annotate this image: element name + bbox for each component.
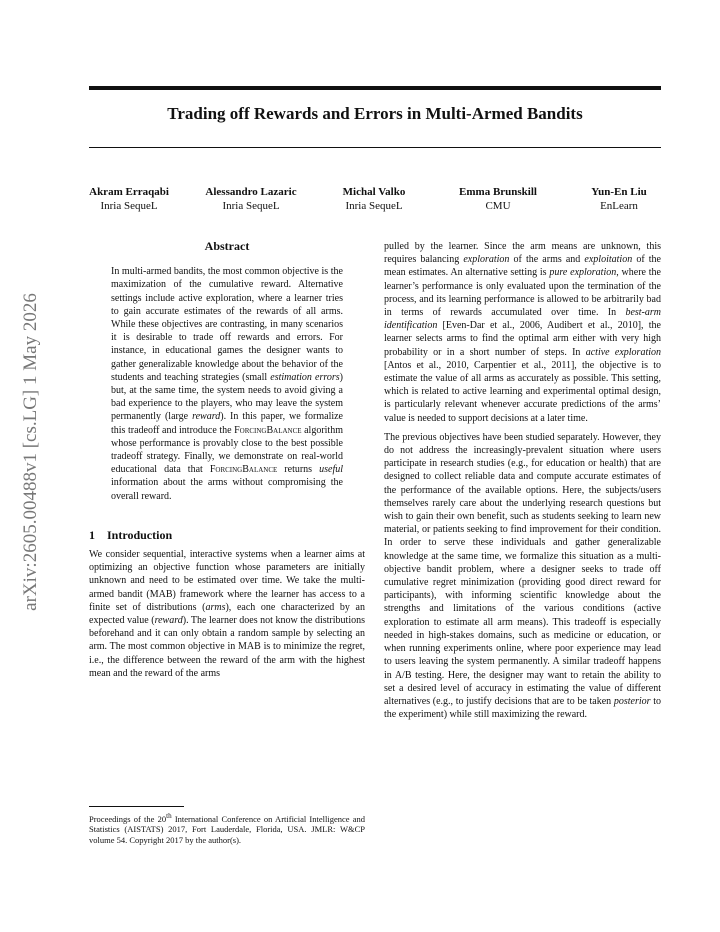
left-column	[89, 240, 365, 680]
author-block	[343, 185, 406, 213]
top-rule	[89, 86, 661, 90]
body-text: to the experiment) while still maximizing the reward.	[384, 695, 661, 721]
footnote-proceedings	[89, 811, 365, 846]
emphasis-text: arms	[205, 601, 226, 613]
body-text: of the arms and	[509, 254, 585, 266]
section-heading-introduction	[89, 529, 365, 542]
emphasis-text: exploitation	[584, 254, 633, 266]
author-block	[205, 185, 296, 213]
author-name: Emma Brunskill	[459, 186, 537, 198]
author-affiliation: CMU	[485, 200, 511, 212]
emphasis-text: best-arm identification	[384, 307, 661, 332]
superscript-text: th	[166, 812, 172, 820]
body-text: returns	[277, 464, 320, 476]
author-name: Akram Erraqabi	[89, 186, 169, 198]
author-affiliation: EnLearn	[600, 200, 638, 212]
body-text: of the mean estimates. An alternative setting is	[384, 254, 661, 279]
body-text: We consider sequential, interactive systems when a learner aims at optimizing an objective function whose parameters are initially unknown and need to be estimated over time. We take the multi-armed bandit (MAB) framework where the learner has access to a finite set of distributions (	[89, 549, 365, 613]
body-text: algorithm whose performance is provably close to the best possible tradeoff strategy. Finally, we demonstrate on real-world educational data that	[111, 424, 343, 476]
author-affiliation: Inria SequeL	[345, 200, 403, 212]
author-block	[459, 185, 537, 213]
arxiv-sidebar-stamp	[12, 262, 50, 642]
author-name: Alessandro Lazaric	[205, 186, 297, 198]
intro-paragraph-1-continued	[384, 240, 661, 425]
author-list	[72, 185, 672, 221]
body-text: International Conference on Artificial Intelligence and Statistics (AISTATS) 2017, Fort Lauderdale, Florida, USA. JMLR: W&CP volume 54. Copyright 2017 by the author(s).	[89, 813, 365, 846]
body-text: In multi-armed bandits, the most common objective is the maximization of the cumulative reward. Alternative settings include active exploration, where a learner tries to gain accurate estimates of the rewards of all arms. While these objectives are contrasting, in many scenarios it is desirable to trade off rewards and errors. For instance, in educational games the designer wants to gather generalizable knowledge about the behavior of the students and teaching strategies (small	[111, 266, 343, 383]
intro-paragraph-2	[384, 431, 661, 721]
emphasis-text: reward	[154, 615, 183, 627]
body-text: pulled by the learner. Since the arm means are unknown, this requires balancing	[384, 241, 661, 266]
body-text: [Antos et al., 2010, Carpentier et al., 2011], the objective is to estimate the value of all arms as accurately as possible. This setting, which is related to active learning and experimental optimal design, is particularly relevant whenever accurate predictions of the arms’ value is needed to support decisions at a later time.	[384, 359, 661, 424]
emphasis-text: useful	[319, 464, 343, 476]
abstract-heading: Abstract	[204, 239, 250, 253]
section-number: 1	[89, 527, 95, 542]
emphasis-text: pure exploration	[549, 267, 617, 279]
emphasis-text: exploration	[463, 254, 510, 266]
paper-title: Trading off Rewards and Errors in Multi-Armed Bandits	[167, 104, 583, 123]
footnote-rule	[89, 806, 184, 807]
section-title: Introduction	[107, 527, 173, 542]
author-block	[89, 185, 169, 213]
body-text: ). The learner does not know the distributions beforehand and it can only obtain a random sample by selecting an arm. The most common objective in MAB is to minimize the regret, i.e., the difference between the reward of the arm with the highest mean and the reward of the arms	[89, 615, 365, 679]
emphasis-text: active exploration	[585, 346, 661, 358]
body-text: ). In this paper, we formalize this tradeoff and introduce the	[111, 411, 343, 436]
body-text: information about the arms without compromising the overall reward.	[111, 477, 343, 502]
body-text: Proceedings of the 20	[89, 813, 167, 824]
body-text: ) but, at the same time, the system needs to avoid giving a bad experience to the players, who may leave the system permanently (large	[111, 371, 343, 423]
title-bottom-rule	[89, 147, 661, 148]
body-text: The previous objectives have been studied separately. However, they do not address the increasingly-prevalent situation where users participate in research studies (e.g., for education or health) that are designed to collect reliable data and compute accurate estimates of the performance of the available options. Here, the subjects/users themselves rarely care about the underlying research questions but wish to gain their own benefit, such as students seeking to learn new material, or patients seeking to find improvement for their condition. In order to serve these individuals and gather generalizable knowledge at the same time, we formalize this situation as a multi-objective bandit problem, where a designer seeks to trade off cumulative regret minimization (providing good direct reward for participants), with informing scientific knowledge about the strengths and limitations of the various conditions (active exploration to estimate all arm means). This tradeoff is especially needed in high-stakes domains, such as medicine or education, or when running experiments online, where poor experience may lead to users leaving the system permanently. A similar tradeoff happens in A/B testing. Here, the designer may want to retain the ability to set a desired level of accuracy in estimating the value of different alternatives (e.g., to justify decisions that are to be taken	[384, 431, 661, 707]
emphasis-text: estimation errors	[270, 371, 340, 383]
body-text: [Even-Dar et al., 2006, Audibert et al., 2010], the learner selects arms to find the optimal arm either with very high probability or in a short number of steps. In	[384, 320, 661, 358]
abstract-body	[111, 265, 343, 503]
emphasis-text: reward	[192, 411, 221, 423]
body-text: , where the learner’s performance is only evaluated upon the termination of the process, and its learning performance is allowed to be arbitrarily bad in terms of rewards accumulated over time. In	[384, 267, 661, 319]
body-text: ), each one characterized by an expected value (	[89, 601, 365, 627]
intro-paragraph-1	[89, 548, 365, 680]
arxiv-identifier: arXiv:2605.00488v1 [cs.LG] 1 May 2026	[20, 293, 41, 611]
algorithm-name: ForcingBalance	[234, 424, 302, 436]
right-column	[384, 240, 661, 721]
author-name: Yun-En Liu	[591, 186, 647, 198]
emphasis-text: posterior	[613, 695, 651, 707]
author-affiliation: Inria SequeL	[100, 200, 158, 212]
algorithm-name: ForcingBalance	[209, 464, 278, 476]
author-block	[591, 185, 647, 213]
author-affiliation: Inria SequeL	[222, 200, 280, 212]
abstract-text	[111, 265, 343, 503]
author-name: Michal Valko	[342, 186, 406, 198]
